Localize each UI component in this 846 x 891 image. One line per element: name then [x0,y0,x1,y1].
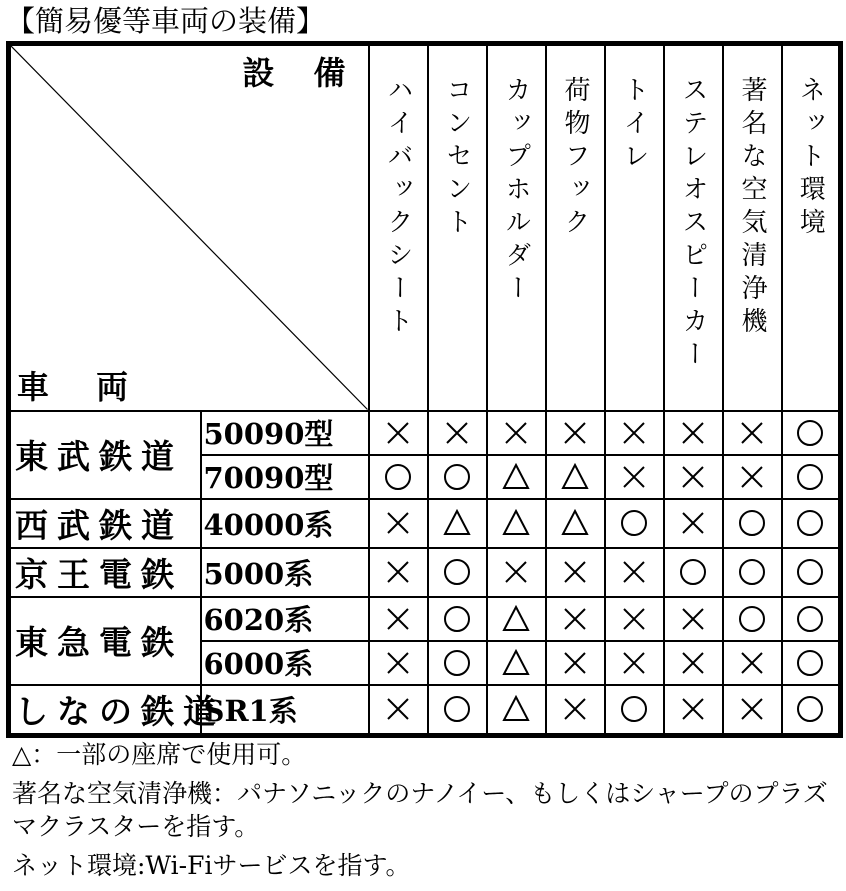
equipment-cell [664,685,723,736]
model-name: 50090型 [201,411,369,455]
equipment-cell [369,455,428,499]
cross-icon [620,558,648,586]
equipment-cell [723,641,782,685]
circle-icon [796,419,824,447]
equipment-cell [664,597,723,641]
table-row [9,499,841,548]
equipment-cell [428,455,487,499]
cross-icon [384,419,412,447]
column-header-label: ネット環境 [795,76,826,241]
cross-icon [620,463,648,491]
equipment-cell [664,411,723,455]
cross-icon [502,558,530,586]
equipment-cell [723,411,782,455]
column-header-label: ステレオスピーカー [678,76,708,373]
equipment-cell [428,685,487,736]
equipment-cell [546,641,605,685]
equipment-cell [782,411,841,455]
column-header [546,44,605,411]
equipment-cell [723,455,782,499]
facility-label: 設 備 [242,54,360,92]
circle-icon [443,463,471,491]
cross-icon [561,605,589,633]
equipment-cell [605,411,664,455]
header-row [9,44,841,411]
cross-icon [738,419,766,447]
note-triangle: △：一部の座席で使用可。 [12,740,307,769]
cross-icon [738,649,766,677]
notes [12,738,842,888]
equipment-cell [546,455,605,499]
cross-icon [561,558,589,586]
equipment-cell [369,499,428,548]
diagonal-line [11,46,368,410]
company-name: 西武鉄道 [9,499,201,548]
column-header [487,44,546,411]
equipment-cell [664,641,723,685]
equipment-cell [782,597,841,641]
page-title: 【簡易優等車両の装備】 [6,4,326,38]
equipment-cell [782,685,841,736]
table-row [9,548,841,597]
equipment-cell [487,685,546,736]
cross-icon [738,463,766,491]
cross-icon [384,649,412,677]
column-header-label: コンセント [442,76,472,241]
column-header [369,44,428,411]
equipment-cell [605,685,664,736]
model-name: 40000系 [201,499,369,548]
note-network: ネット環境:Wi-Fiサービスを指す。 [12,851,411,880]
equipment-cell [723,597,782,641]
table-row [9,411,841,455]
cross-icon [620,649,648,677]
equipment-cell [782,455,841,499]
vehicle-label: 車 両 [17,367,147,406]
equipment-cell [605,548,664,597]
model-name: 70090型 [201,455,369,499]
equipment-cell [782,548,841,597]
equipment-cell [723,548,782,597]
equipment-cell [369,685,428,736]
equipment-cell [369,548,428,597]
equipment-cell [546,597,605,641]
cross-icon [620,605,648,633]
circle-icon [738,558,766,586]
company-name: 東急電鉄 [9,597,201,685]
equipment-cell [428,548,487,597]
column-header-label: ハイバックシート [383,76,413,340]
column-header [664,44,723,411]
equipment-cell [723,685,782,736]
circle-icon [443,558,471,586]
equipment-cell [369,641,428,685]
equipment-cell [546,548,605,597]
equipment-cell [546,411,605,455]
corner-cell [9,44,369,411]
column-header-label: 著名な空気清浄機 [737,76,767,340]
triangle-icon [502,605,530,633]
equipment-cell [428,597,487,641]
equipment-cell [369,411,428,455]
circle-icon [796,509,824,537]
equipment-cell [723,499,782,548]
cross-icon [384,605,412,633]
column-header [782,44,841,411]
equipment-cell [782,499,841,548]
equipment-cell [487,641,546,685]
circle-icon [796,605,824,633]
column-header [428,44,487,411]
column-header-label: トイレ [619,76,649,175]
column-header-label: カップホルダー [501,76,531,307]
equipment-cell [546,499,605,548]
table-row [9,597,841,641]
circle-icon [443,649,471,677]
equipment-cell [428,411,487,455]
cross-icon [502,419,530,447]
cross-icon [738,695,766,723]
equipment-cell [487,548,546,597]
company-name: 京王電鉄 [9,548,201,597]
triangle-icon [502,463,530,491]
model-name: 6000系 [201,641,369,685]
circle-icon [443,695,471,723]
cross-icon [679,695,707,723]
model-name: 6020系 [201,597,369,641]
cross-icon [679,605,707,633]
triangle-icon [443,509,471,537]
cross-icon [679,509,707,537]
equipment-cell [428,641,487,685]
circle-icon [738,509,766,537]
equipment-cell [605,499,664,548]
equipment-cell [546,685,605,736]
equipment-cell [605,455,664,499]
equipment-cell [664,499,723,548]
circle-icon [443,605,471,633]
circle-icon [620,695,648,723]
equipment-cell [664,455,723,499]
circle-icon [620,509,648,537]
equipment-table [6,41,843,738]
column-header-label: 荷物フック [560,76,590,241]
model-name: SR1系 [201,685,369,736]
equipment-cell [487,455,546,499]
triangle-icon [561,463,589,491]
circle-icon [796,463,824,491]
triangle-icon [502,649,530,677]
equipment-cell [428,499,487,548]
circle-icon [796,649,824,677]
cross-icon [679,649,707,677]
equipment-cell [487,411,546,455]
circle-icon [384,463,412,491]
company-name: しなの鉄道 [9,685,201,736]
cross-icon [384,509,412,537]
equipment-cell [605,641,664,685]
cross-icon [561,649,589,677]
equipment-cell [782,641,841,685]
cross-icon [620,419,648,447]
circle-icon [679,558,707,586]
triangle-icon [502,695,530,723]
equipment-cell [487,597,546,641]
column-header [723,44,782,411]
equipment-cell [605,597,664,641]
cross-icon [679,419,707,447]
circle-icon [796,695,824,723]
cross-icon [679,463,707,491]
cross-icon [561,419,589,447]
note-air-purifier: 著名な空気清浄機：パナソニックのナノイー、もしくはシャープのプラズマクラスターを指す。 [12,779,828,841]
model-name: 5000系 [201,548,369,597]
cross-icon [443,419,471,447]
column-header [605,44,664,411]
company-name: 東武鉄道 [9,411,201,499]
cross-icon [561,695,589,723]
circle-icon [738,605,766,633]
circle-icon [796,558,824,586]
cross-icon [384,558,412,586]
equipment-cell [369,597,428,641]
triangle-icon [502,509,530,537]
triangle-icon [561,509,589,537]
equipment-cell [487,499,546,548]
cross-icon [384,695,412,723]
table-row [9,685,841,736]
equipment-cell [664,548,723,597]
